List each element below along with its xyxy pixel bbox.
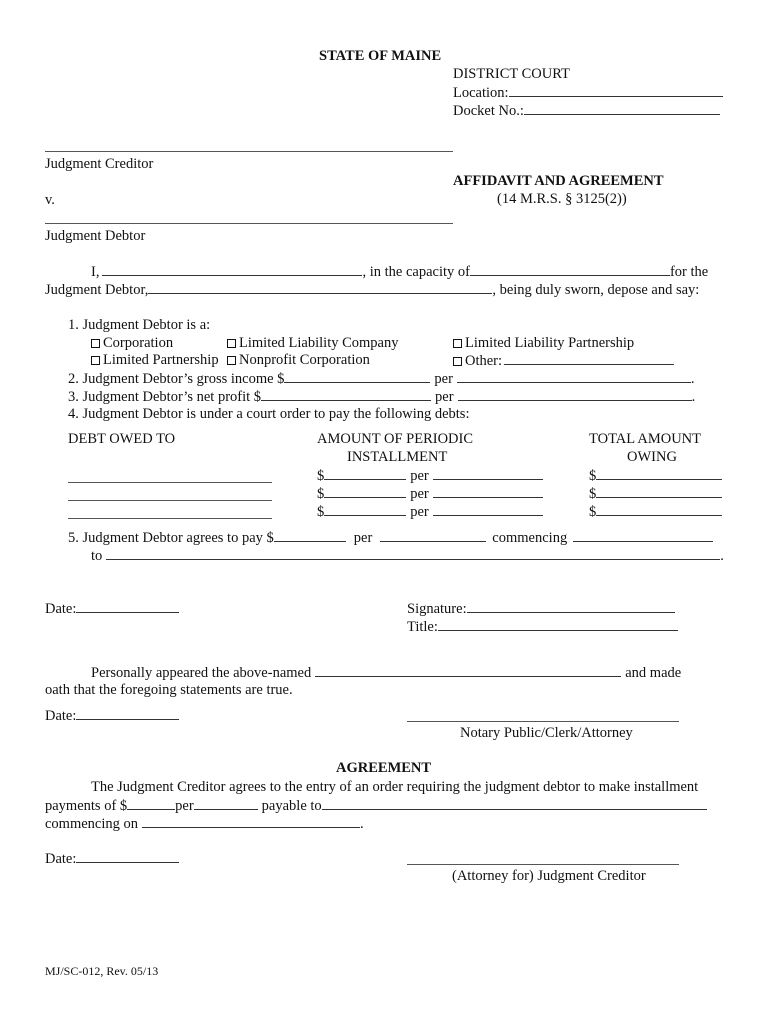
item-1: 1. Judgment Debtor is a:	[68, 317, 211, 333]
form-title: AFFIDAVIT AND AGREEMENT	[453, 173, 664, 189]
intro-capacity: , in the capacity of	[362, 264, 470, 280]
option-llp[interactable]	[453, 334, 634, 352]
item-5	[68, 528, 713, 547]
statute-reference: (14 M.R.S. § 3125(2))	[497, 191, 627, 207]
dollar-sign: $	[589, 486, 597, 502]
debtor-name-line[interactable]	[45, 223, 453, 224]
docket-field[interactable]	[524, 101, 720, 115]
corporation-label: Corporation	[103, 335, 174, 351]
item-5-to: to	[91, 548, 103, 564]
item-2-per: per	[434, 371, 453, 387]
intro-line-2	[45, 280, 699, 299]
other-field[interactable]	[504, 351, 674, 365]
capacity-field[interactable]	[470, 262, 670, 276]
dollar-sign: $	[589, 504, 597, 520]
table-row	[317, 484, 543, 503]
agreement-commencing-field[interactable]	[142, 814, 360, 828]
total-header-1: TOTAL AMOUNT	[589, 431, 702, 447]
title-field[interactable]	[438, 617, 678, 631]
gross-income-field[interactable]	[284, 369, 430, 383]
debt-creditor-field[interactable]	[68, 518, 272, 519]
creditor-name-line[interactable]	[45, 151, 453, 152]
total-owing-field[interactable]	[596, 484, 722, 498]
docket-row	[453, 101, 720, 120]
item-2: 2. Judgment Debtor’s gross income $ per .	[68, 371, 695, 387]
intro-judgment-debtor: Judgment Debtor,	[45, 282, 149, 298]
item-4: 4. Judgment Debtor is under a court order to pay the following debts:	[68, 406, 470, 422]
date-row	[45, 599, 179, 618]
total-header-2: OWING	[627, 449, 677, 465]
item-5-per: per	[353, 530, 373, 546]
date-label: Date:	[45, 601, 77, 617]
affiant-name-field[interactable]	[102, 262, 362, 276]
title-row	[407, 617, 678, 636]
total-owing-cell	[589, 484, 722, 503]
intro-i: I,	[91, 264, 100, 280]
periodic-header-1: AMOUNT OF PERIODIC	[317, 431, 474, 447]
location-field[interactable]	[509, 83, 723, 97]
commencing-date-field[interactable]	[573, 528, 713, 542]
payment-period-field[interactable]	[380, 528, 486, 542]
nonprofit-label: Nonprofit Corporation	[239, 352, 370, 368]
lp-checkbox[interactable]	[91, 356, 100, 365]
notary-caption: Notary Public/Clerk/Attorney	[460, 725, 633, 741]
debt-creditor-field[interactable]	[68, 500, 272, 501]
notary-oath: oath that the foregoing statements are true.	[45, 682, 293, 698]
agreement-date-row	[45, 849, 179, 868]
agreement-payee-field[interactable]	[322, 796, 707, 810]
state-heading: STATE OF MAINE	[319, 48, 442, 64]
option-llc[interactable]	[227, 334, 398, 352]
llp-label: Limited Liability Partnership	[465, 335, 635, 351]
gross-income-period-field[interactable]	[457, 369, 691, 383]
agreement-date-field[interactable]	[76, 849, 179, 863]
intro-for-the: for the	[669, 264, 709, 280]
corporation-checkbox[interactable]	[91, 339, 100, 348]
item-5-period: .	[720, 548, 724, 564]
installment-amount-field[interactable]	[324, 466, 406, 480]
llp-checkbox[interactable]	[453, 339, 462, 348]
notary-and-made: and made	[625, 665, 682, 681]
payment-amount-field[interactable]	[274, 528, 346, 542]
option-nonprofit[interactable]	[227, 351, 370, 369]
installment-period-field[interactable]	[433, 484, 543, 498]
item-3-per: per	[435, 389, 454, 405]
agreement-line-2	[45, 796, 707, 815]
agreement-commencing-on: commencing on	[45, 816, 139, 832]
llc-checkbox[interactable]	[227, 339, 236, 348]
table-row	[317, 466, 543, 485]
appeared-name-field[interactable]	[315, 663, 621, 677]
dollar-sign: $	[317, 468, 325, 484]
periodic-header-2: INSTALLMENT	[347, 449, 448, 465]
other-checkbox[interactable]	[453, 357, 462, 366]
debt-creditor-field[interactable]	[68, 482, 272, 483]
net-profit-period-field[interactable]	[458, 387, 692, 401]
other-label: Other:	[465, 353, 503, 369]
agreement-payable-to: payable to	[261, 798, 322, 814]
notary-date-row	[45, 706, 179, 725]
total-owing-cell	[589, 502, 722, 521]
notary-appeared: Personally appeared the above-named	[91, 665, 312, 681]
item-3: 3. Judgment Debtor’s net profit $ per .	[68, 389, 696, 405]
agreement-amount-field[interactable]	[127, 796, 175, 810]
total-owing-cell	[589, 466, 722, 485]
debtor-label: Judgment Debtor	[45, 228, 146, 244]
dollar-sign: $	[589, 468, 597, 484]
nonprofit-checkbox[interactable]	[227, 356, 236, 365]
agreement-period: .	[360, 816, 364, 832]
docket-label: Docket No.:	[453, 103, 524, 119]
intro-line-1	[91, 262, 708, 281]
agreement-heading: AGREEMENT	[336, 760, 432, 776]
agreement-period-field[interactable]	[194, 796, 258, 810]
dollar-sign: $	[317, 486, 325, 502]
date-field[interactable]	[76, 599, 179, 613]
agreement-line-1: The Judgment Creditor agrees to the entry of an order requiring the judgment debtor to make installment	[91, 779, 699, 795]
item-5-commencing: commencing	[492, 530, 568, 546]
title-label: Title:	[407, 619, 438, 635]
notary-line-1	[91, 663, 681, 682]
option-lp[interactable]	[91, 351, 219, 369]
agreement-date-label: Date:	[45, 851, 77, 867]
item-5-to-row	[91, 546, 724, 565]
notary-date-field[interactable]	[76, 706, 179, 720]
option-other[interactable]	[453, 351, 674, 370]
option-corporation[interactable]	[91, 334, 173, 352]
per-label: per	[410, 504, 429, 520]
payable-to-field[interactable]	[106, 546, 720, 560]
installment-amount-field[interactable]	[324, 502, 406, 516]
installment-period-field[interactable]	[433, 466, 543, 480]
form-id: MJ/SC-012, Rev. 05/13	[45, 964, 159, 978]
notary-signature-line[interactable]	[407, 721, 679, 722]
net-profit-field[interactable]	[261, 387, 431, 401]
agreement-per: per	[175, 798, 194, 814]
agreement-line-3	[45, 814, 364, 833]
item-3-label: 3. Judgment Debtor’s net profit $	[68, 389, 262, 405]
signature-row	[407, 599, 675, 618]
agreement-payments-of: payments of $	[45, 798, 128, 814]
debtor-name-field[interactable]	[148, 280, 492, 294]
creditor-label: Judgment Creditor	[45, 156, 154, 172]
installment-period-field[interactable]	[433, 502, 543, 516]
notary-date-label: Date:	[45, 708, 77, 724]
signature-field[interactable]	[467, 599, 675, 613]
location-row	[453, 83, 723, 102]
court-name: DISTRICT COURT	[453, 66, 570, 82]
table-row	[317, 502, 543, 521]
per-label: per	[410, 486, 429, 502]
creditor-caption: (Attorney for) Judgment Creditor	[452, 868, 646, 884]
per-label: per	[410, 468, 429, 484]
installment-amount-field[interactable]	[324, 484, 406, 498]
signature-label: Signature:	[407, 601, 467, 617]
intro-sworn: , being duly sworn, depose and say:	[492, 282, 700, 298]
llc-label: Limited Liability Company	[239, 335, 399, 351]
versus-label: v.	[45, 192, 55, 208]
total-owing-field[interactable]	[596, 502, 722, 516]
item-2-label: 2. Judgment Debtor’s gross income $	[68, 371, 285, 387]
total-owing-field[interactable]	[596, 466, 722, 480]
lp-label: Limited Partnership	[103, 352, 219, 368]
creditor-signature-line[interactable]	[407, 864, 679, 865]
location-label: Location:	[453, 85, 509, 101]
debt-owed-header: DEBT OWED TO	[68, 431, 176, 447]
item-5-label: 5. Judgment Debtor agrees to pay $	[68, 530, 274, 546]
dollar-sign: $	[317, 504, 325, 520]
